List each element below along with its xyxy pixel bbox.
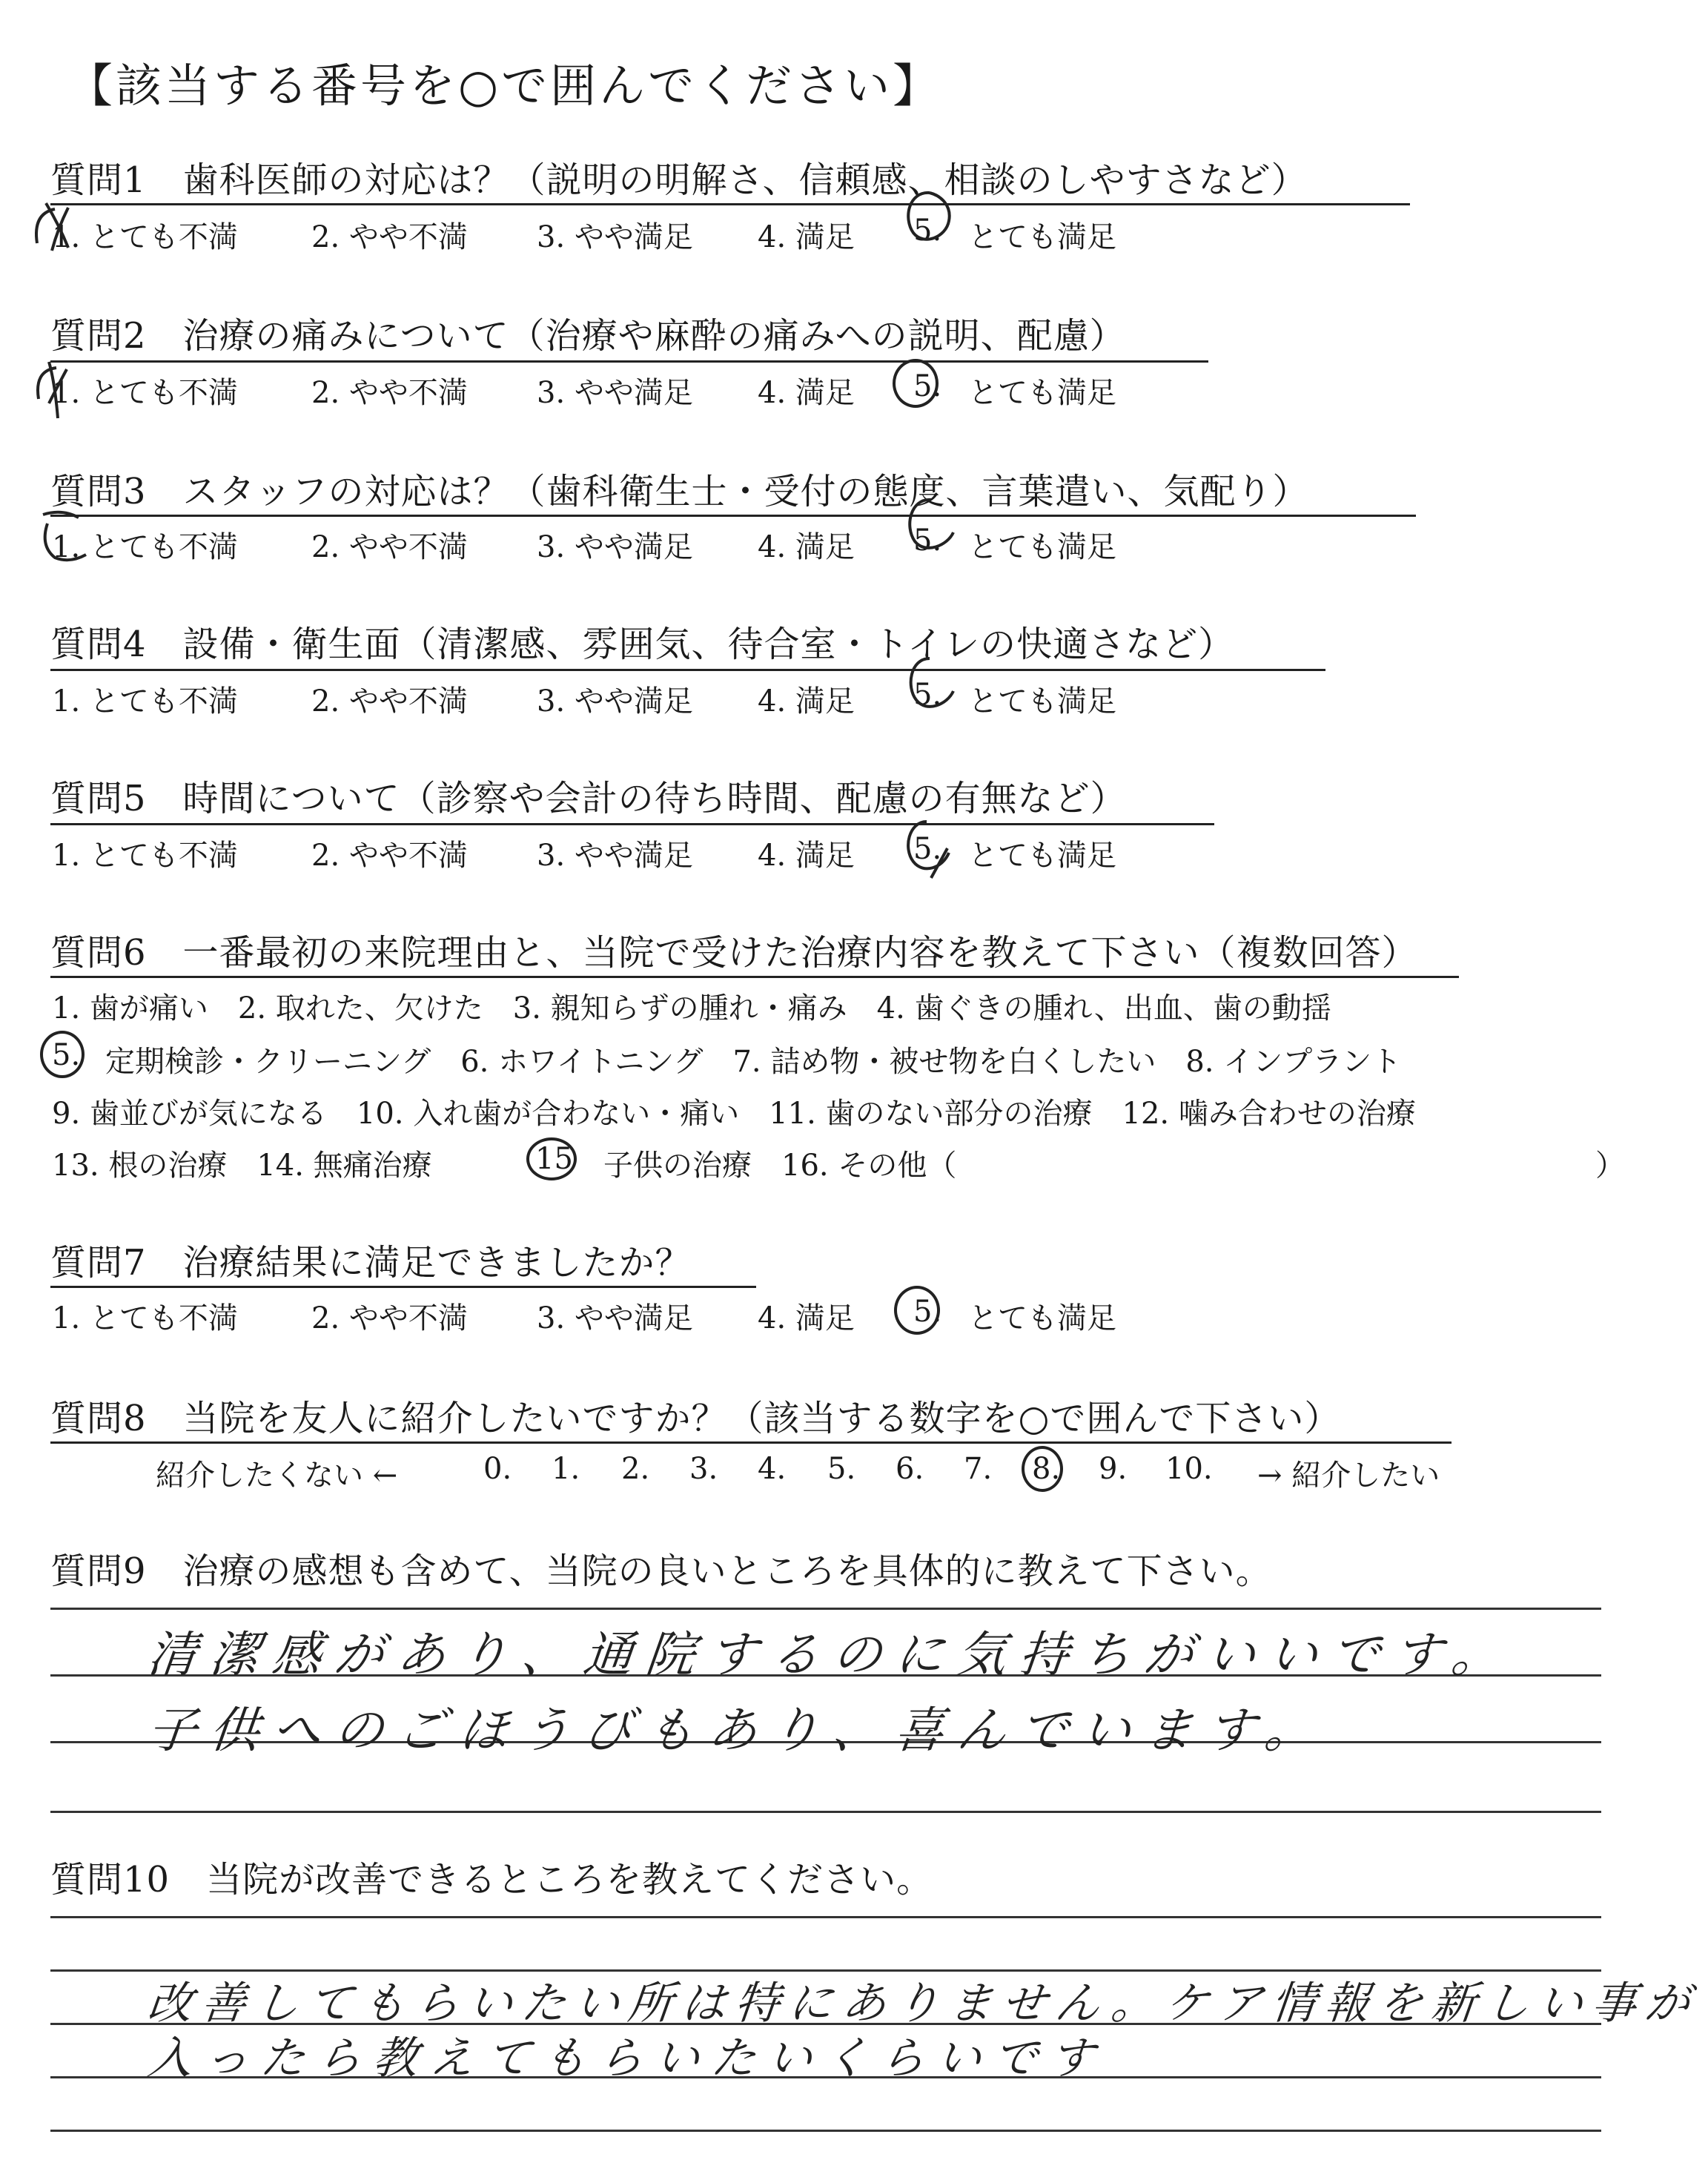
q8-number-4[interactable]: 4. <box>758 1452 787 1486</box>
survey-header: 【該当する番号を○で囲んでください】 <box>67 59 942 113</box>
q8-number-1[interactable]: 1. <box>552 1452 580 1486</box>
q4-option-5-label: とても満足 <box>968 684 1116 719</box>
q6-row-1[interactable]: 1. 歯が痛い 2. 取れた、欠けた 3. 親知らずの腫れ・痛み 4. 歯ぐきの腫れ、出血、歯の動揺 <box>52 991 1331 1025</box>
q6-selection-circle-5 <box>40 1031 85 1078</box>
q2-option-1[interactable]: 1. とても不満 <box>52 376 238 410</box>
q10-title: 質問10 当院が改善できるところを教えてください。 <box>50 1859 933 1900</box>
q3-option-1[interactable]: 1. とても不満 <box>52 530 238 564</box>
q6-selection-circle-15 <box>526 1137 577 1180</box>
q1-option-5-label: とても満足 <box>968 220 1116 254</box>
q7-option-5-label: とても満足 <box>968 1301 1116 1335</box>
q5-option-1[interactable]: 1. とても不満 <box>52 839 238 873</box>
q9-writing-line-1 <box>50 1608 1601 1610</box>
q2-option-3[interactable]: 3. やや満足 <box>537 376 693 410</box>
q2-underline <box>50 360 1208 363</box>
q6-underline <box>50 976 1459 978</box>
q4-option-4[interactable]: 4. 満足 <box>758 684 855 719</box>
q8-number-6[interactable]: 6. <box>896 1452 924 1486</box>
q3-underline <box>50 515 1416 517</box>
q8-selection-circle <box>1022 1446 1063 1492</box>
q9-answer-line-2[interactable]: 子供へのごほうびもあり、喜んでいます。 <box>145 1702 1331 1759</box>
q8-number-10[interactable]: 10. <box>1165 1452 1213 1486</box>
q10-writing-line-5 <box>50 2130 1601 2132</box>
q4-title: 質問4 設備・衛生面（清潔感、雰囲気、待合室・トイレの快適さなど） <box>50 624 1235 665</box>
q7-option-4[interactable]: 4. 満足 <box>758 1301 855 1335</box>
q2-title: 質問2 治療の痛みについて（治療や麻酔の痛みへの説明、配慮） <box>50 315 1126 357</box>
q8-title: 質問8 当院を友人に紹介したいですか？（該当する数字を○で囲んで下さい） <box>50 1398 1341 1439</box>
q5-option-5[interactable]: 5. <box>913 832 942 866</box>
q4-selection-circle <box>894 647 961 721</box>
q8-number-7[interactable]: 7. <box>964 1452 993 1486</box>
q3-option-3[interactable]: 3. やや満足 <box>537 530 693 564</box>
q10-answer-line-2[interactable]: 入ったら教えてもらいたいくらいです <box>145 2032 1109 2084</box>
q5-option-4[interactable]: 4. 満足 <box>758 839 855 873</box>
q6-row-4-b[interactable]: 子供の治療 16. その他（ <box>603 1149 957 1183</box>
q3-option-5[interactable]: 5. <box>913 524 942 558</box>
q7-option-1[interactable]: 1. とても不満 <box>52 1301 238 1335</box>
q8-number-5[interactable]: 5. <box>827 1452 856 1486</box>
q3-option-2[interactable]: 2. やや不満 <box>311 530 468 564</box>
q6-row-3[interactable]: 9. 歯並びが気になる 10. 入れ歯が合わない・痛い 11. 歯のない部分の治療 12. 噛み合わせの治療 <box>52 1097 1416 1131</box>
q8-underline <box>50 1441 1452 1444</box>
q2-option-5[interactable]: 5. <box>913 369 942 403</box>
q7-selection-circle <box>894 1286 940 1335</box>
q3-option-4[interactable]: 4. 満足 <box>758 530 855 564</box>
q10-answer-line-1[interactable]: 改善してもらいたい所は特にありません。ケア情報を新しい事が <box>145 1978 1701 2029</box>
q2-strike-mark <box>30 356 89 423</box>
q8-number-3[interactable]: 3. <box>689 1452 718 1486</box>
q4-option-1[interactable]: 1. とても不満 <box>52 684 238 719</box>
q8-number-2[interactable]: 2. <box>621 1452 650 1486</box>
q2-selection-circle <box>893 359 942 408</box>
q1-title: 質問1 歯科医師の対応は？（説明の明解さ、信頼感、相談のしやすさなど） <box>50 159 1308 201</box>
q9-title: 質問9 治療の感想も含めて、当院の良いところを具体的に教えて下さい。 <box>50 1550 1272 1592</box>
q7-option-2[interactable]: 2. やや不満 <box>311 1301 468 1335</box>
q2-option-5-label: とても満足 <box>968 376 1116 410</box>
q3-title: 質問3 スタッフの対応は？（歯科衛生士・受付の態度、言葉遣い、気配り） <box>50 471 1309 512</box>
q2-option-2[interactable]: 2. やや不満 <box>311 376 468 410</box>
q10-writing-line-1 <box>50 1916 1601 1918</box>
q6-row-2[interactable]: 定期検診・クリーニング 6. ホワイトニング 7. 詰め物・被せ物を白くしたい 8. インプラント <box>105 1045 1402 1079</box>
q3-selection-circle <box>894 489 961 564</box>
q1-option-1[interactable]: 1. とても不満 <box>52 220 238 254</box>
q4-option-5[interactable]: 5. <box>913 678 942 712</box>
q6-option-15-number[interactable]: 15 <box>535 1142 573 1176</box>
q4-underline <box>50 669 1325 671</box>
q1-option-5[interactable]: 5. <box>913 214 942 248</box>
q4-option-2[interactable]: 2. やや不満 <box>311 684 468 719</box>
q3-option-5-label: とても満足 <box>968 530 1116 564</box>
q1-strike-mark <box>30 199 89 258</box>
q1-underline <box>50 203 1410 205</box>
q1-option-4[interactable]: 4. 満足 <box>758 220 855 254</box>
q6-title: 質問6 一番最初の来院理由と、当院で受けた治療内容を教えて下さい（複数回答） <box>50 932 1418 974</box>
q1-selection-circle <box>894 184 961 251</box>
q9-answer-line-1[interactable]: 清潔感があり、通院するのに気持ちがいいです。 <box>145 1626 1517 1683</box>
q7-title: 質問7 治療結果に満足できましたか？ <box>50 1242 692 1284</box>
q8-number-9[interactable]: 9. <box>1099 1452 1128 1486</box>
q5-option-3[interactable]: 3. やや満足 <box>537 839 693 873</box>
q1-option-2[interactable]: 2. やや不満 <box>311 220 468 254</box>
q6-option-5-number[interactable]: 5. <box>52 1038 81 1072</box>
q5-option-2[interactable]: 2. やや不満 <box>311 839 468 873</box>
q5-underline <box>50 823 1214 825</box>
q5-selection-circle <box>894 816 961 882</box>
q8-number-8[interactable]: 8. <box>1032 1452 1061 1486</box>
q2-option-4[interactable]: 4. 満足 <box>758 376 855 410</box>
q6-other-close-paren: ） <box>1595 1149 1625 1183</box>
q8-right-label: → 紹介したい <box>1257 1459 1440 1493</box>
q5-option-5-label: とても満足 <box>968 839 1116 873</box>
q9-writing-line-4 <box>50 1811 1601 1813</box>
q7-option-5[interactable]: 5. <box>913 1295 942 1329</box>
q3-strike-mark <box>33 501 99 575</box>
q1-option-3[interactable]: 3. やや満足 <box>537 220 693 254</box>
q4-option-3[interactable]: 3. やや満足 <box>537 684 693 719</box>
q8-left-label: 紹介したくない ← <box>156 1459 398 1493</box>
q7-underline <box>50 1286 756 1288</box>
q8-number-0[interactable]: 0. <box>483 1452 512 1486</box>
q5-title: 質問5 時間について（診察や会計の待ち時間、配慮の有無など） <box>50 778 1127 819</box>
q7-option-3[interactable]: 3. やや満足 <box>537 1301 693 1335</box>
q6-row-4-a[interactable]: 13. 根の治療 14. 無痛治療 <box>52 1149 432 1183</box>
